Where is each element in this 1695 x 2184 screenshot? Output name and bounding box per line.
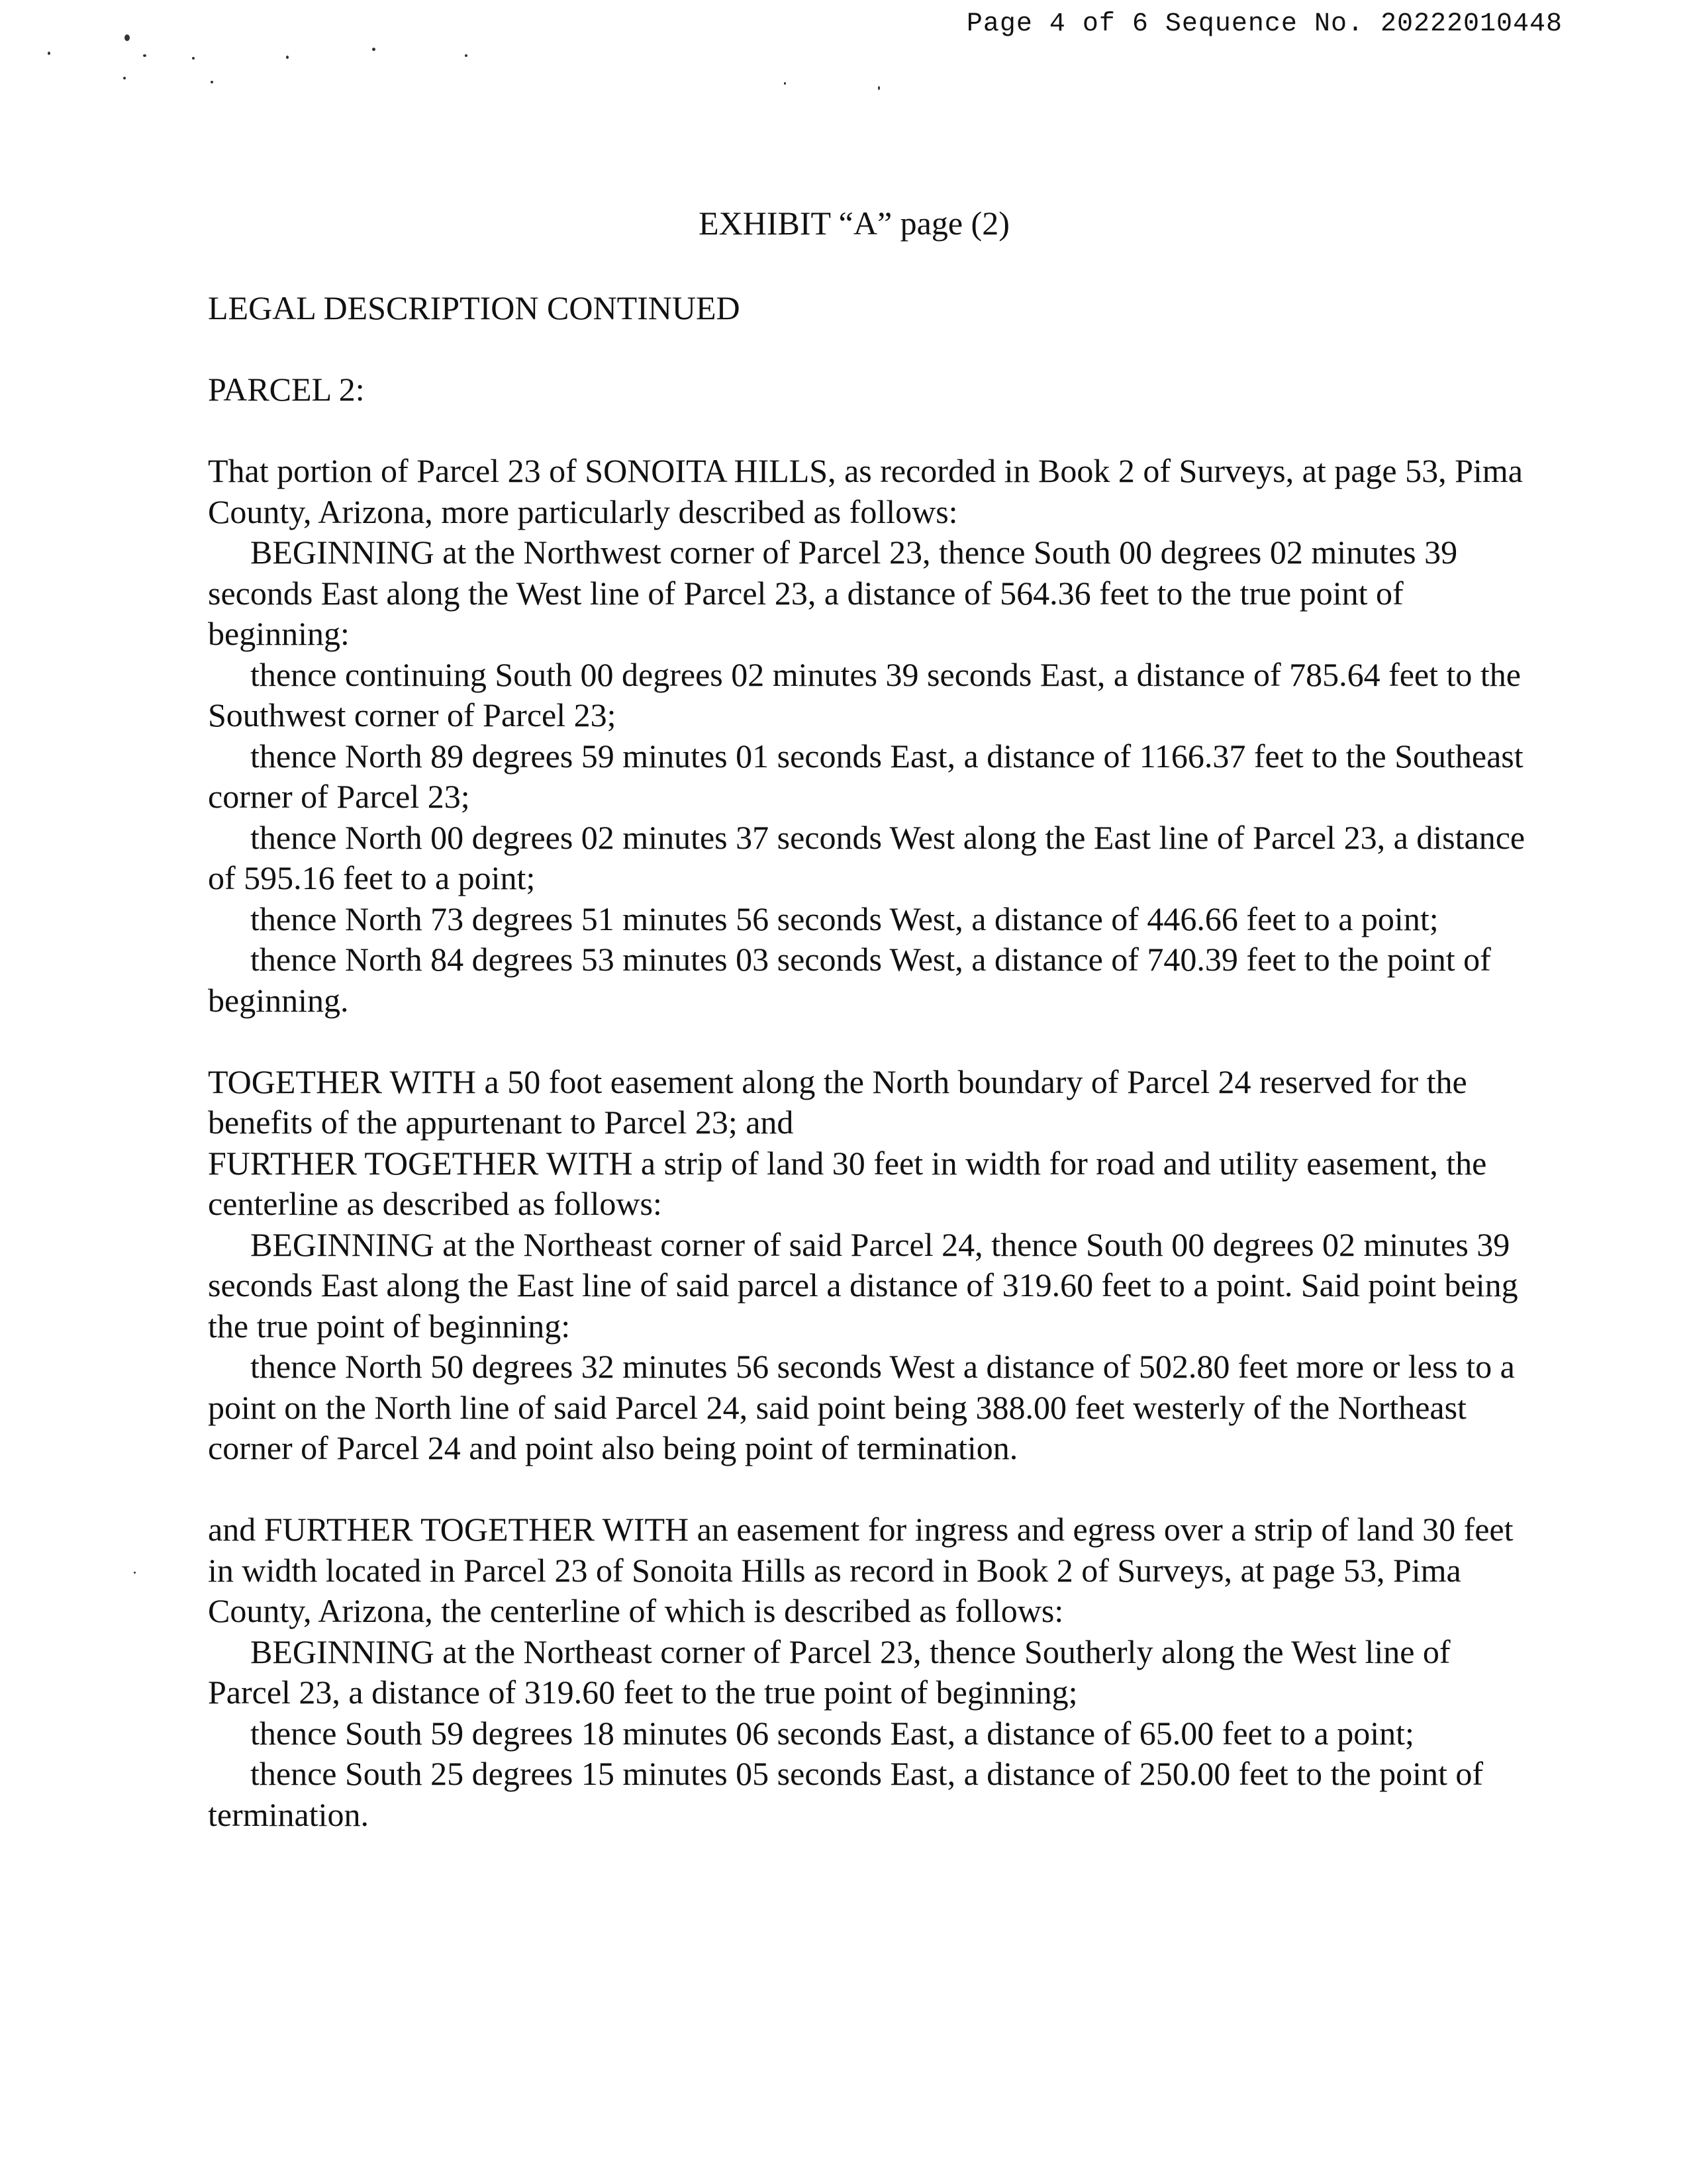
paragraph: thence North 84 degrees 53 minutes 03 seconds West, a distance of 740.39 feet to the point of beginning.	[208, 941, 1491, 1019]
scan-speck	[192, 57, 195, 60]
scan-speck	[48, 52, 50, 55]
paragraph: thence North 89 degrees 59 minutes 01 seconds East, a distance of 1166.37 feet to the Southeast corner of Parcel 23;	[208, 737, 1524, 815]
paragraph: thence South 25 degrees 15 minutes 05 seconds East, a distance of 250.00 feet to the point of termination.	[208, 1755, 1484, 1833]
scan-speck	[286, 56, 289, 59]
paragraph: and FURTHER TOGETHER WITH an easement for ingress and egress over a strip of land 30 feet in width located in Parcel 23 of Sonoita Hills as record in Book 2 of Surveys, at page 53, Pima County, Arizona, the centerline of which is described as follows:	[208, 1511, 1514, 1629]
scan-speck	[372, 48, 375, 51]
exhibit-title: EXHIBIT “A” page (2)	[699, 205, 1010, 242]
paragraph: BEGINNING at the Northeast corner of Parcel 23, thence Southerly along the West line of Parcel 23, a distance of 319.60 feet to the true point of beginning;	[208, 1633, 1451, 1711]
page-header: Page 4 of 6 Sequence No. 20222010448	[966, 9, 1563, 39]
paragraph: thence North 50 degrees 32 minutes 56 seconds West a distance of 502.80 feet more or less to a point on the North line of said Parcel 24, said point being 388.00 feet westerly of the Northeast corner of Parcel 24 and point also being point of termination.	[208, 1348, 1515, 1466]
block-gap	[208, 1021, 1526, 1062]
paragraph: TOGETHER WITH a 50 foot easement along the North boundary of Parcel 24 reserved for the benefits of the appurtenant to Parcel 23; and	[208, 1063, 1467, 1141]
legal-description	[208, 288, 1526, 1835]
scan-speck	[211, 81, 213, 83]
paragraph: thence North 73 degrees 51 minutes 56 seconds West, a distance of 446.66 feet to a point;	[250, 900, 1439, 937]
paragraph: BEGINNING at the Northeast corner of said Parcel 24, thence South 00 degrees 02 minutes 39 seconds East along the East line of said parcel a distance of 319.60 feet to a point. Said point being the true point of beginning:	[208, 1225, 1518, 1345]
scan-speck	[134, 1572, 136, 1574]
scan-speck	[784, 82, 786, 85]
scan-speck	[465, 54, 467, 57]
paragraph: thence South 59 degrees 18 minutes 06 seconds East, a distance of 65.00 feet to a point;	[250, 1714, 1414, 1752]
paragraph: thence continuing South 00 degrees 02 minutes 39 seconds East, a distance of 785.64 feet to the Southwest corner of Parcel 23;	[208, 655, 1521, 734]
paragraph: FURTHER TOGETHER WITH a strip of land 30 feet in width for road and utility easement, the centerline as described as follows:	[208, 1144, 1487, 1222]
parcel-heading: PARCEL 2:	[208, 371, 365, 408]
paragraph: That portion of Parcel 23 of SONOITA HILLS, as recorded in Book 2 of Surveys, at page 53, Pima County, Arizona, more particularly described as follows:	[208, 452, 1523, 530]
section-heading: LEGAL DESCRIPTION CONTINUED	[208, 289, 740, 326]
scan-speck	[123, 77, 126, 79]
scan-speck	[143, 54, 146, 57]
scan-speck	[878, 86, 880, 90]
block-gap	[208, 1469, 1526, 1510]
paragraph: BEGINNING at the Northwest corner of Parcel 23, thence South 00 degrees 02 minutes 39 seconds East along the West line of Parcel 23, a distance of 564.36 feet to the true point of beginning:	[208, 534, 1458, 652]
paragraph: thence North 00 degrees 02 minutes 37 seconds West along the East line of Parcel 23, a distance of 595.16 feet to a point;	[208, 818, 1526, 896]
scan-speck	[124, 34, 130, 41]
